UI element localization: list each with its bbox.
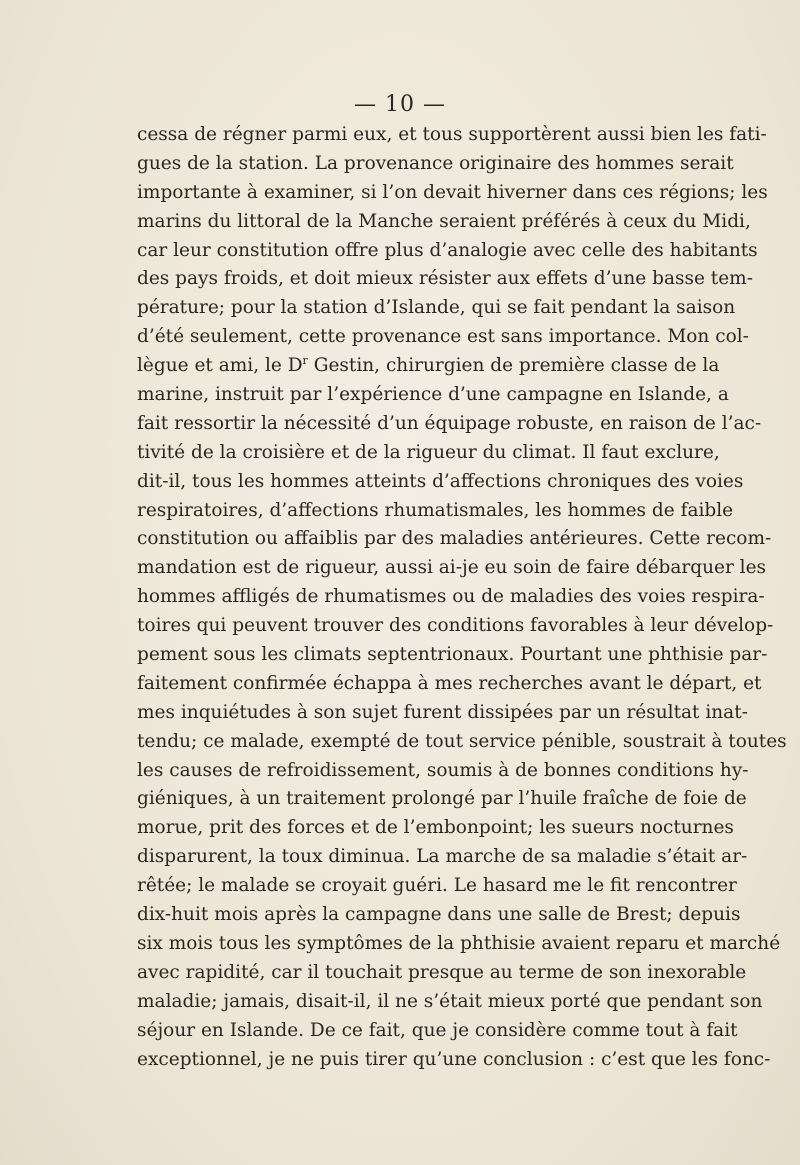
- text-line: tivité de la croisière et de la rigueur du climat. Il faut exclure,: [137, 441, 720, 463]
- text-line-with-superscript: [137, 352, 720, 381]
- text-line: marine, instruit par l’expérience d’une campagne en Islande, a: [137, 384, 729, 406]
- text-line: dix-huit mois après la campagne dans une salle de Brest; depuis: [137, 904, 741, 926]
- text-line: tendu; ce malade, exempté de tout service pénible, soustrait à toutes: [137, 730, 787, 752]
- text-line: les causes de refroidissement, soumis à de bonnes conditions hy-: [137, 759, 749, 781]
- text-line: toires qui peuvent trouver des conditions favorables à leur dévelop-: [137, 615, 774, 637]
- text-line: importante à examiner, si l’on devait hiverner dans ces régions; les: [137, 181, 768, 203]
- text-line: constitution ou affaiblis par des maladies antérieures. Cette recom-: [137, 528, 772, 550]
- text-line: séjour en Islande. De ce fait, que je considère comme tout à fait: [137, 1019, 738, 1041]
- text-segment: Gestin, chirurgien de première classe de la: [307, 355, 720, 377]
- text-line: mes inquiétudes à son sujet furent dissipées par un résultat inat-: [137, 701, 748, 723]
- text-line: car leur constitution offre plus d’analogie avec celle des habitants: [137, 239, 758, 261]
- text-line: pement sous les climats septentrionaux. Pourtant une phthisie par-: [137, 644, 768, 666]
- text-line: d’été seulement, cette provenance est sans importance. Mon col-: [137, 326, 749, 348]
- text-line: morue, prit des forces et de l’embonpoint; les sueurs nocturnes: [137, 817, 734, 839]
- body-text: [137, 121, 787, 1074]
- page-number: — 10 —: [354, 92, 446, 117]
- text-line: hommes affligés de rhumatismes ou de maladies des voies respira-: [137, 586, 765, 608]
- superscript: r: [302, 354, 308, 368]
- text-line: disparurent, la toux diminua. La marche de sa maladie s’était ar-: [137, 846, 748, 868]
- text-line: dit-il, tous les hommes atteints d’affections chroniques des voies: [137, 470, 744, 492]
- text-line: pérature; pour la station d’Islande, qui se fait pendant la saison: [137, 297, 736, 319]
- text-line: rêtée; le malade se croyait guéri. Le hasard me le fit rencontrer: [137, 875, 737, 897]
- text-line: des pays froids, et doit mieux résister aux effets d’une basse tem-: [137, 268, 753, 290]
- text-line: mandation est de rigueur, aussi ai-je eu soin de faire débarquer les: [137, 557, 767, 579]
- text-line: marins du littoral de la Manche seraient préférés à ceux du Midi,: [137, 210, 751, 232]
- text-line: avec rapidité, car il touchait presque au terme de son inexorable: [137, 961, 747, 983]
- text-segment: lègue et ami, le D: [137, 355, 303, 377]
- text-line: respiratoires, d’affections rhumatismales, les hommes de faible: [137, 499, 734, 521]
- text-line: gues de la station. La provenance originaire des hommes serait: [137, 152, 734, 174]
- text-line: fait ressortir la nécessité d’un équipage robuste, en raison de l’ac-: [137, 412, 762, 434]
- text-line: maladie; jamais, disait-il, il ne s’était mieux porté que pendant son: [137, 990, 763, 1012]
- text-line: cessa de régner parmi eux, et tous supportèrent aussi bien les fati-: [137, 124, 767, 145]
- text-line: giéniques, à un traitement prolongé par l’huile fraîche de foie de: [137, 788, 747, 810]
- text-line: faitement confirmée échappa à mes recherches avant le départ, et: [137, 672, 762, 694]
- text-line: exceptionnel, je ne puis tirer qu’une conclusion : c’est que les fonc-: [137, 1048, 771, 1070]
- text-line: six mois tous les symptômes de la phthisie avaient reparu et marché: [137, 932, 781, 954]
